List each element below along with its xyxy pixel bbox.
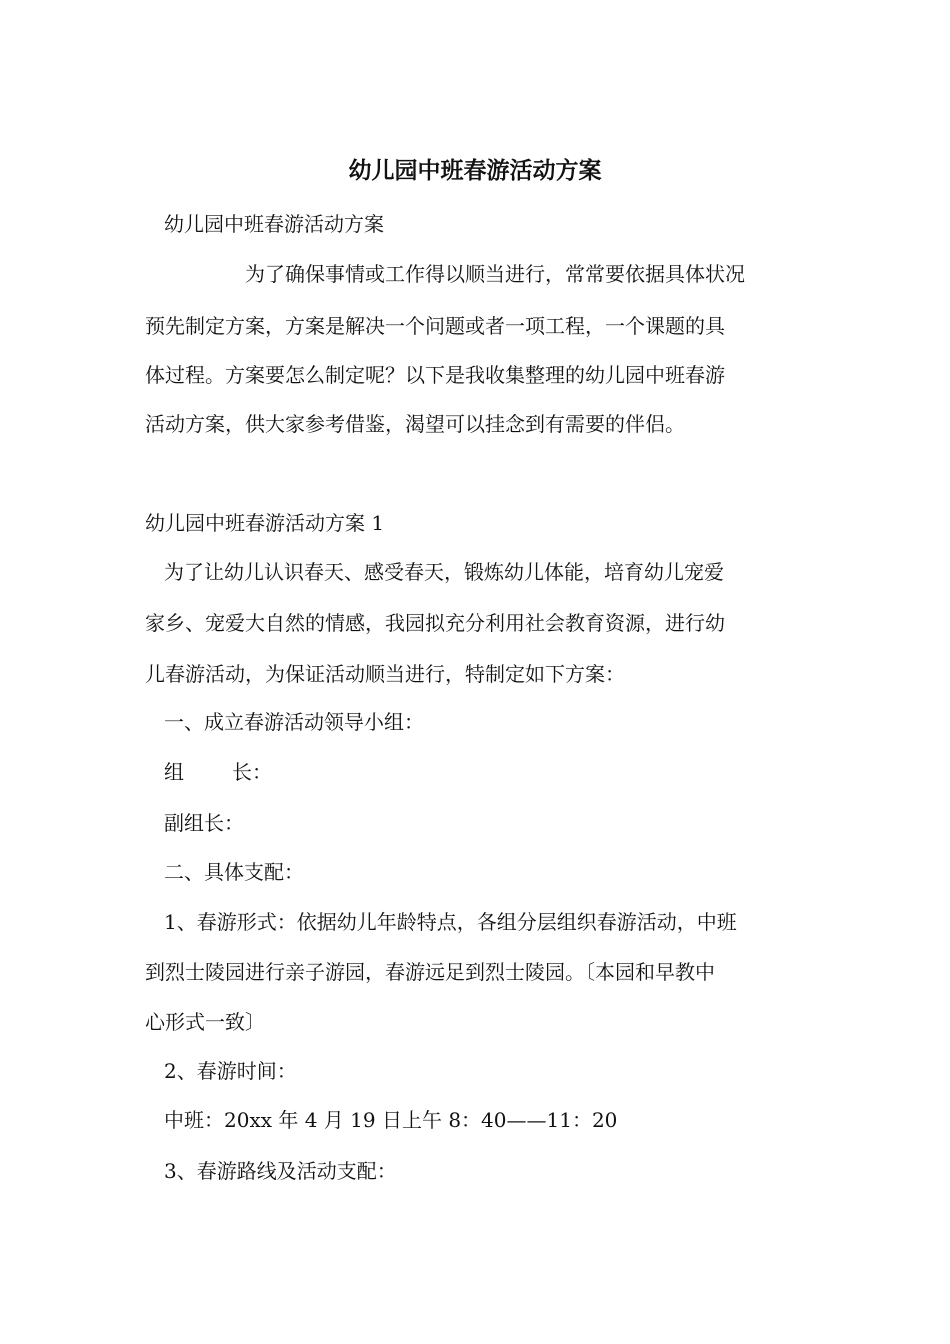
intro-line-4: 活动方案，供大家参考借鉴，渴望可以挂念到有需要的伴侣。 bbox=[145, 412, 685, 436]
vice-leader-line: 副组长： bbox=[164, 811, 244, 835]
document-title: 幼儿园中班春游活动方案 bbox=[348, 158, 602, 184]
time-line: 中班：20xx 年 4 月 19 日上午 8：40——11：20 bbox=[164, 1108, 618, 1132]
sub3-heading: 3、春游路线及活动支配： bbox=[164, 1159, 397, 1183]
document-subtitle: 幼儿园中班春游活动方案 bbox=[164, 212, 384, 236]
item-1-heading: 一、成立春游活动领导小组： bbox=[164, 710, 424, 734]
section1-para-line-1: 为了让幼儿认识春天、感受春天，锻炼幼儿体能，培育幼儿宠爱 bbox=[164, 560, 724, 584]
section1-heading: 幼儿园中班春游活动方案 1 bbox=[145, 511, 385, 535]
leader-label-a: 组 bbox=[164, 760, 184, 784]
leader-line bbox=[145, 757, 834, 787]
leader-label-b: 长： bbox=[232, 760, 272, 784]
sub1-line-3: 心形式一致〕 bbox=[145, 1010, 265, 1034]
section1-para-line-2: 家乡、宠爱大自然的情感，我园拟充分利用社会教育资源，进行幼 bbox=[145, 611, 725, 635]
sub2-heading: 2、春游时间： bbox=[164, 1059, 297, 1083]
intro-line-2: 预先制定方案，方案是解决一个问题或者一项工程，一个课题的具 bbox=[145, 314, 725, 338]
intro-line-1: 为了确保事情或工作得以顺当进行，常常要依据具体状况 bbox=[245, 262, 745, 286]
sub1-line-1: 1、春游形式：依据幼儿年龄特点，各组分层组织春游活动，中班 bbox=[164, 910, 737, 934]
item-2-heading: 二、具体支配： bbox=[164, 860, 304, 884]
sub1-line-2: 到烈士陵园进行亲子游园，春游远足到烈士陵园。〔本园和早教中 bbox=[145, 960, 715, 984]
intro-line-3: 体过程。方案要怎么制定呢？以下是我收集整理的幼儿园中班春游 bbox=[145, 363, 725, 387]
section1-para-line-3: 儿春游活动，为保证活动顺当进行，特制定如下方案： bbox=[145, 662, 625, 686]
